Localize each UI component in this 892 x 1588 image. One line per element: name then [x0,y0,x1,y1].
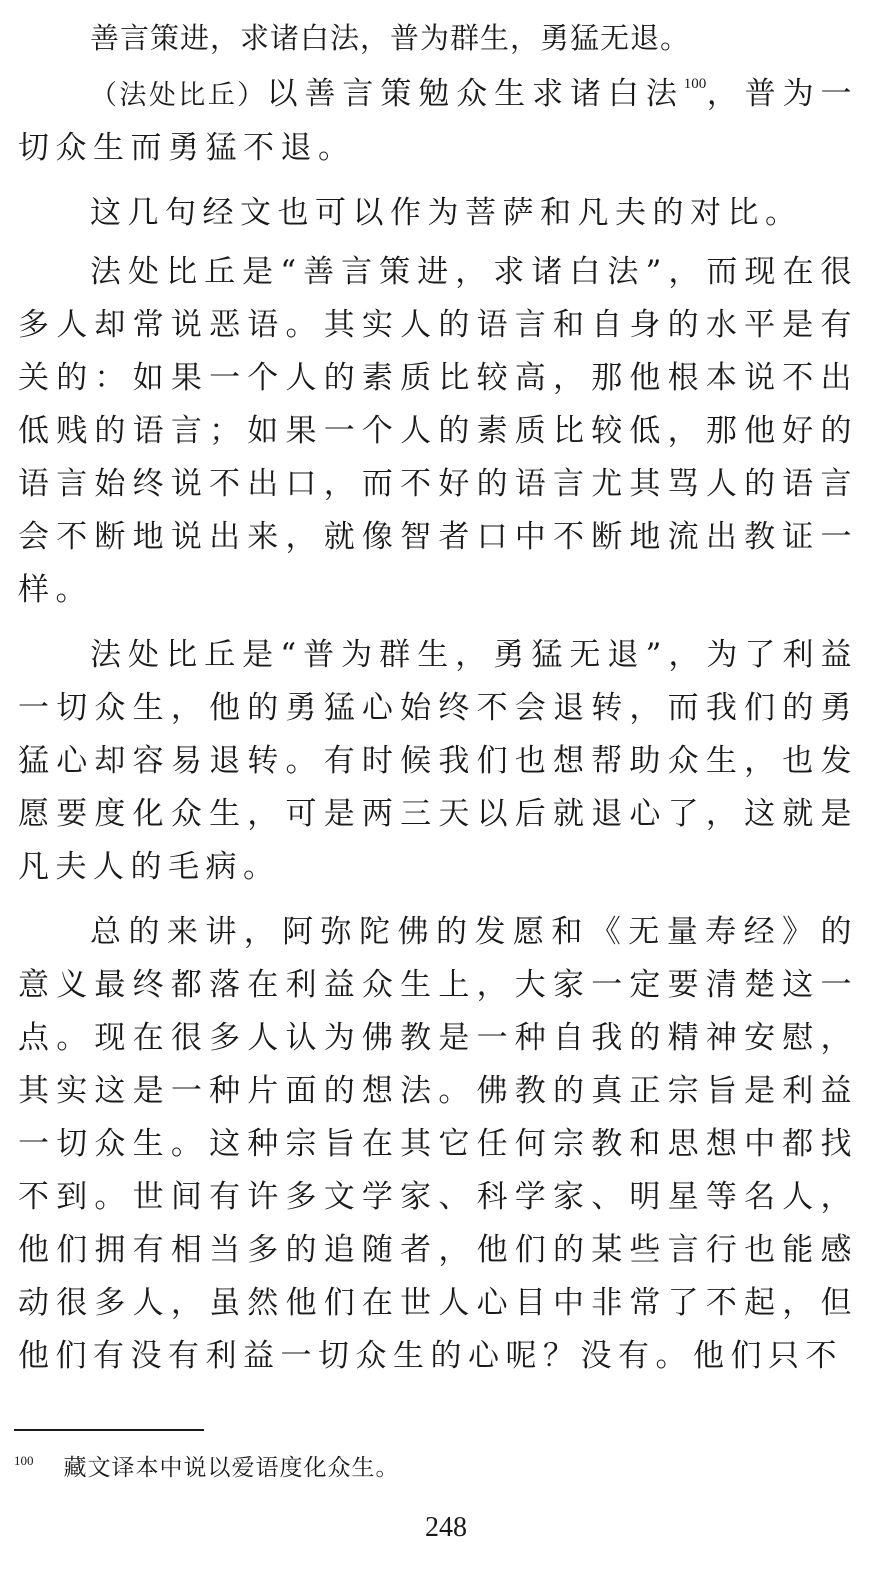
footnote-text: 藏文译本中说以爱语度化众生。 [63,1455,400,1481]
footnote-reference[interactable]: 100 [683,76,707,92]
paragraph-4: 总的来讲，阿弥陀佛的发愿和《无量寿经》的意义最终都落在利益众生上，大家一定要清楚这一点。现在很多人认为佛教是一种自我的精神安慰，其实这是一种片面的想法。佛教的真正宗旨是利益一切众生。这种宗旨在其它任何宗教和思想中都找不到。世间有许多文学家、科学家、明星等名人，他们拥有相当多的追随者，他们的某些言行也能感动很多人，虽然他们在世人心目中非常了不起，但他们有没有利益一切众生的心呢？没有。他们只不 [18,914,858,1374]
paragraph-1: 这几句经文也可以作为菩萨和凡夫的对比。 [90,195,803,231]
footnote [14,1446,400,1483]
footnote-divider [14,1429,204,1431]
translation-lead: （法处比丘） [90,80,267,111]
footnote-number: 100 [14,1453,34,1468]
page-body [18,0,858,1383]
translation-rest: ，普为一切众生而勇猛不退。 [18,76,859,166]
translation-text: 以善言策勉众生求诸白法 [266,76,684,112]
sutra-verse: 善言策进，求诸白法，普为群生，勇猛无退。 [90,21,691,55]
page-number: 248 [425,1512,467,1543]
verse-translation [18,68,858,175]
paragraph-2: 法处比丘是“善言策进，求诸白法”，而现在很多人却常说恶语。其实人的语言和自身的水平是有关的：如果一个人的素质比较高，那他根本说不出低贱的语言；如果一个人的素质比较低，那他好的语言始终说不出口，而不好的语言尤其骂人的语言会不断地说出来，就像智者口中不断地流出教证一样。 [18,254,858,608]
paragraph-3: 法处比丘是“普为群生，勇猛无退”，为了利益一切众生，他的勇猛心始终不会退转，而我们的勇猛心却容易退转。有时候我们也想帮助众生，也发愿要度化众生，可是两三天以后就退心了，这就是凡夫人的毛病。 [18,637,858,885]
